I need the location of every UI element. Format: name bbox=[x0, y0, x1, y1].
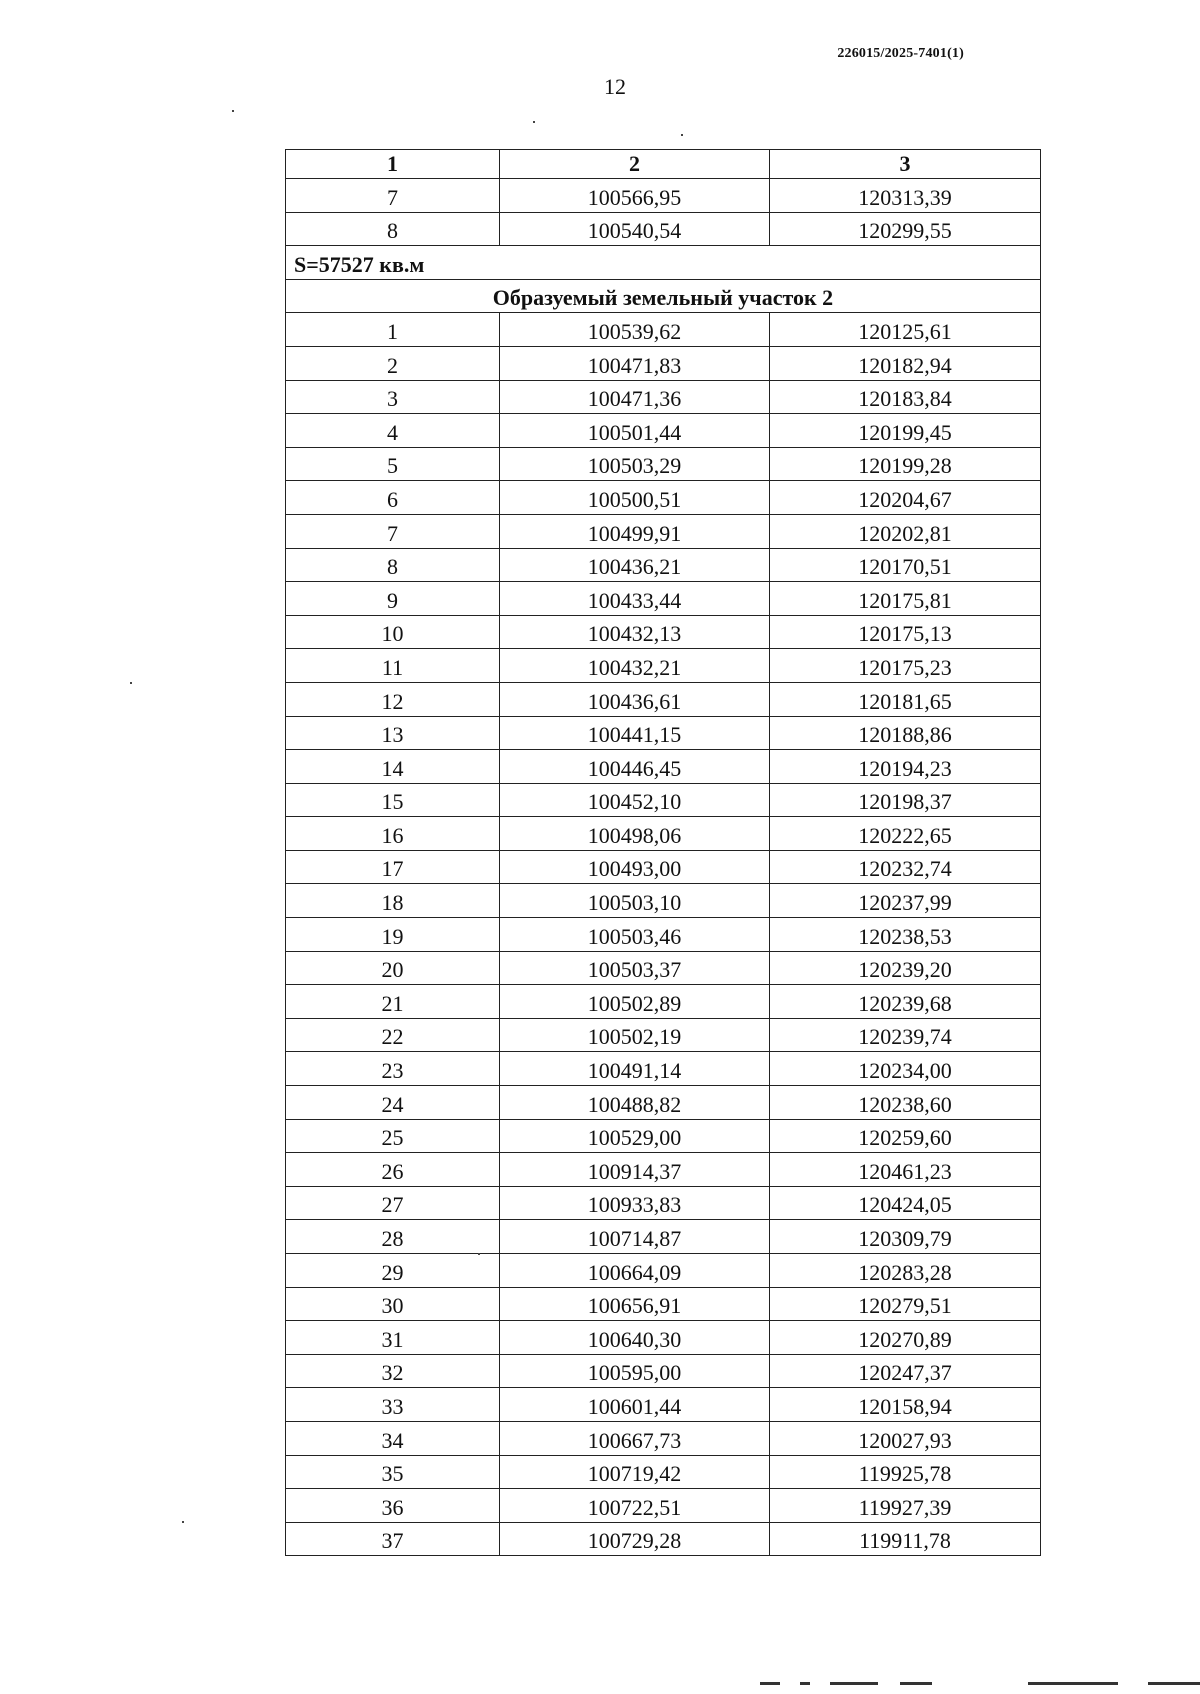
table-row bbox=[286, 1018, 1041, 1052]
x-coordinate-cell: 100722,51 bbox=[500, 1489, 770, 1523]
y-coordinate-cell: 120239,74 bbox=[770, 1018, 1041, 1052]
point-number-cell: 7 bbox=[286, 514, 500, 548]
table-body-part1 bbox=[286, 179, 1041, 246]
x-coordinate-cell: 100714,87 bbox=[500, 1220, 770, 1254]
point-number-cell: 20 bbox=[286, 951, 500, 985]
y-coordinate-cell: 120158,94 bbox=[770, 1388, 1041, 1422]
section-title: Образуемый земельный участок 2 bbox=[286, 279, 1041, 313]
y-coordinate-cell: 120199,45 bbox=[770, 414, 1041, 448]
y-coordinate-cell: 120313,39 bbox=[770, 179, 1041, 213]
y-coordinate-cell: 120188,86 bbox=[770, 716, 1041, 750]
x-coordinate-cell: 100500,51 bbox=[500, 481, 770, 515]
y-coordinate-cell: 120247,37 bbox=[770, 1354, 1041, 1388]
x-coordinate-cell: 100452,10 bbox=[500, 783, 770, 817]
table-row bbox=[286, 1287, 1041, 1321]
x-coordinate-cell: 100566,95 bbox=[500, 179, 770, 213]
table-row bbox=[286, 447, 1041, 481]
x-coordinate-cell: 100539,62 bbox=[500, 313, 770, 347]
table-row bbox=[286, 582, 1041, 616]
y-coordinate-cell: 119925,78 bbox=[770, 1455, 1041, 1489]
x-coordinate-cell: 100503,37 bbox=[500, 951, 770, 985]
table-row bbox=[286, 179, 1041, 213]
point-number-cell: 36 bbox=[286, 1489, 500, 1523]
area-note-row bbox=[286, 246, 1041, 280]
y-coordinate-cell: 120170,51 bbox=[770, 548, 1041, 582]
point-number-cell: 14 bbox=[286, 750, 500, 784]
x-coordinate-cell: 100502,89 bbox=[500, 985, 770, 1019]
point-number-cell: 23 bbox=[286, 1052, 500, 1086]
table-row bbox=[286, 380, 1041, 414]
x-coordinate-cell: 100502,19 bbox=[500, 1018, 770, 1052]
table-row bbox=[286, 313, 1041, 347]
table-row bbox=[286, 850, 1041, 884]
table-row bbox=[286, 1421, 1041, 1455]
table-row bbox=[286, 750, 1041, 784]
y-coordinate-cell: 119911,78 bbox=[770, 1522, 1041, 1556]
y-coordinate-cell: 120199,28 bbox=[770, 447, 1041, 481]
x-coordinate-cell: 100503,29 bbox=[500, 447, 770, 481]
x-coordinate-cell: 100503,10 bbox=[500, 884, 770, 918]
scan-speck bbox=[533, 121, 535, 123]
point-number-cell: 3 bbox=[286, 380, 500, 414]
point-number-cell: 29 bbox=[286, 1254, 500, 1288]
y-coordinate-cell: 120232,74 bbox=[770, 850, 1041, 884]
x-coordinate-cell: 100540,54 bbox=[500, 212, 770, 246]
point-number-cell: 33 bbox=[286, 1388, 500, 1422]
y-coordinate-cell: 120027,93 bbox=[770, 1421, 1041, 1455]
scan-edge-marks bbox=[760, 1682, 1200, 1690]
x-coordinate-cell: 100529,00 bbox=[500, 1119, 770, 1153]
table-row bbox=[286, 1455, 1041, 1489]
scan-speck bbox=[681, 134, 683, 136]
column-header-3: 3 bbox=[770, 150, 1041, 179]
x-coordinate-cell: 100436,21 bbox=[500, 548, 770, 582]
y-coordinate-cell: 120279,51 bbox=[770, 1287, 1041, 1321]
point-number-cell: 34 bbox=[286, 1421, 500, 1455]
table-row bbox=[286, 884, 1041, 918]
x-coordinate-cell: 100498,06 bbox=[500, 817, 770, 851]
x-coordinate-cell: 100493,00 bbox=[500, 850, 770, 884]
y-coordinate-cell: 120299,55 bbox=[770, 212, 1041, 246]
table-row bbox=[286, 548, 1041, 582]
y-coordinate-cell: 120237,99 bbox=[770, 884, 1041, 918]
x-coordinate-cell: 100719,42 bbox=[500, 1455, 770, 1489]
point-number-cell: 5 bbox=[286, 447, 500, 481]
y-coordinate-cell: 120222,65 bbox=[770, 817, 1041, 851]
y-coordinate-cell: 120175,81 bbox=[770, 582, 1041, 616]
x-coordinate-cell: 100433,44 bbox=[500, 582, 770, 616]
table-row bbox=[286, 1522, 1041, 1556]
table-row bbox=[286, 1186, 1041, 1220]
table-row bbox=[286, 1052, 1041, 1086]
point-number-cell: 9 bbox=[286, 582, 500, 616]
y-coordinate-cell: 120175,13 bbox=[770, 615, 1041, 649]
point-number-cell: 18 bbox=[286, 884, 500, 918]
x-coordinate-cell: 100664,09 bbox=[500, 1254, 770, 1288]
x-coordinate-cell: 100656,91 bbox=[500, 1287, 770, 1321]
y-coordinate-cell: 120202,81 bbox=[770, 514, 1041, 548]
point-number-cell: 11 bbox=[286, 649, 500, 683]
point-number-cell: 37 bbox=[286, 1522, 500, 1556]
table-notes bbox=[286, 246, 1041, 313]
y-coordinate-cell: 120198,37 bbox=[770, 783, 1041, 817]
point-number-cell: 19 bbox=[286, 918, 500, 952]
table-row bbox=[286, 1119, 1041, 1153]
x-coordinate-cell: 100491,14 bbox=[500, 1052, 770, 1086]
point-number-cell: 10 bbox=[286, 615, 500, 649]
point-number-cell: 31 bbox=[286, 1321, 500, 1355]
table-header-row bbox=[286, 150, 1041, 179]
y-coordinate-cell: 120183,84 bbox=[770, 380, 1041, 414]
point-number-cell: 26 bbox=[286, 1153, 500, 1187]
point-number-cell: 27 bbox=[286, 1186, 500, 1220]
y-coordinate-cell: 120238,60 bbox=[770, 1086, 1041, 1120]
table-row bbox=[286, 346, 1041, 380]
scan-speck bbox=[182, 1521, 184, 1523]
table-row bbox=[286, 414, 1041, 448]
y-coordinate-cell: 120204,67 bbox=[770, 481, 1041, 515]
x-coordinate-cell: 100471,83 bbox=[500, 346, 770, 380]
x-coordinate-cell: 100488,82 bbox=[500, 1086, 770, 1120]
y-coordinate-cell: 120309,79 bbox=[770, 1220, 1041, 1254]
column-header-2: 2 bbox=[500, 150, 770, 179]
x-coordinate-cell: 100729,28 bbox=[500, 1522, 770, 1556]
x-coordinate-cell: 100667,73 bbox=[500, 1421, 770, 1455]
table-row bbox=[286, 212, 1041, 246]
x-coordinate-cell: 100933,83 bbox=[500, 1186, 770, 1220]
table-row bbox=[286, 918, 1041, 952]
table-row bbox=[286, 514, 1041, 548]
y-coordinate-cell: 120238,53 bbox=[770, 918, 1041, 952]
point-number-cell: 8 bbox=[286, 212, 500, 246]
y-coordinate-cell: 120424,05 bbox=[770, 1186, 1041, 1220]
table-row bbox=[286, 783, 1041, 817]
table-row bbox=[286, 1321, 1041, 1355]
y-coordinate-cell: 120239,20 bbox=[770, 951, 1041, 985]
y-coordinate-cell: 120125,61 bbox=[770, 313, 1041, 347]
point-number-cell: 22 bbox=[286, 1018, 500, 1052]
y-coordinate-cell: 120182,94 bbox=[770, 346, 1041, 380]
point-number-cell: 13 bbox=[286, 716, 500, 750]
point-number-cell: 25 bbox=[286, 1119, 500, 1153]
x-coordinate-cell: 100503,46 bbox=[500, 918, 770, 952]
x-coordinate-cell: 100501,44 bbox=[500, 414, 770, 448]
page-number: 12 bbox=[604, 74, 626, 99]
x-coordinate-cell: 100595,00 bbox=[500, 1354, 770, 1388]
y-coordinate-cell: 120461,23 bbox=[770, 1153, 1041, 1187]
point-number-cell: 6 bbox=[286, 481, 500, 515]
document-id: 226015/2025-7401(1) bbox=[837, 46, 964, 61]
table-row bbox=[286, 649, 1041, 683]
x-coordinate-cell: 100432,21 bbox=[500, 649, 770, 683]
table-row bbox=[286, 1388, 1041, 1422]
table-row bbox=[286, 1220, 1041, 1254]
scan-speck bbox=[130, 682, 132, 684]
table-body-part2 bbox=[286, 313, 1041, 1556]
table-row bbox=[286, 481, 1041, 515]
point-number-cell: 28 bbox=[286, 1220, 500, 1254]
point-number-cell: 30 bbox=[286, 1287, 500, 1321]
x-coordinate-cell: 100441,15 bbox=[500, 716, 770, 750]
point-number-cell: 15 bbox=[286, 783, 500, 817]
y-coordinate-cell: 120181,65 bbox=[770, 682, 1041, 716]
point-number-cell: 17 bbox=[286, 850, 500, 884]
scan-speck bbox=[478, 1253, 480, 1255]
point-number-cell: 4 bbox=[286, 414, 500, 448]
table-row bbox=[286, 1354, 1041, 1388]
coordinates-table bbox=[285, 149, 1041, 1556]
table-row bbox=[286, 1086, 1041, 1120]
scan-speck bbox=[232, 110, 234, 112]
y-coordinate-cell: 120239,68 bbox=[770, 985, 1041, 1019]
point-number-cell: 1 bbox=[286, 313, 500, 347]
x-coordinate-cell: 100436,61 bbox=[500, 682, 770, 716]
table-row bbox=[286, 716, 1041, 750]
y-coordinate-cell: 120175,23 bbox=[770, 649, 1041, 683]
point-number-cell: 32 bbox=[286, 1354, 500, 1388]
point-number-cell: 21 bbox=[286, 985, 500, 1019]
column-header-1: 1 bbox=[286, 150, 500, 179]
x-coordinate-cell: 100914,37 bbox=[500, 1153, 770, 1187]
table-row bbox=[286, 682, 1041, 716]
x-coordinate-cell: 100471,36 bbox=[500, 380, 770, 414]
y-coordinate-cell: 120283,28 bbox=[770, 1254, 1041, 1288]
point-number-cell: 2 bbox=[286, 346, 500, 380]
point-number-cell: 16 bbox=[286, 817, 500, 851]
x-coordinate-cell: 100601,44 bbox=[500, 1388, 770, 1422]
point-number-cell: 7 bbox=[286, 179, 500, 213]
point-number-cell: 8 bbox=[286, 548, 500, 582]
coordinates-table-container bbox=[285, 149, 1040, 1556]
x-coordinate-cell: 100499,91 bbox=[500, 514, 770, 548]
table-row bbox=[286, 1153, 1041, 1187]
x-coordinate-cell: 100640,30 bbox=[500, 1321, 770, 1355]
point-number-cell: 12 bbox=[286, 682, 500, 716]
y-coordinate-cell: 120270,89 bbox=[770, 1321, 1041, 1355]
table-row bbox=[286, 951, 1041, 985]
area-note: S=57527 кв.м bbox=[286, 246, 1041, 280]
point-number-cell: 35 bbox=[286, 1455, 500, 1489]
point-number-cell: 24 bbox=[286, 1086, 500, 1120]
table-row bbox=[286, 615, 1041, 649]
x-coordinate-cell: 100432,13 bbox=[500, 615, 770, 649]
table-row bbox=[286, 1489, 1041, 1523]
table-row bbox=[286, 817, 1041, 851]
x-coordinate-cell: 100446,45 bbox=[500, 750, 770, 784]
y-coordinate-cell: 120194,23 bbox=[770, 750, 1041, 784]
table-row bbox=[286, 1254, 1041, 1288]
y-coordinate-cell: 120234,00 bbox=[770, 1052, 1041, 1086]
table-row bbox=[286, 985, 1041, 1019]
y-coordinate-cell: 119927,39 bbox=[770, 1489, 1041, 1523]
y-coordinate-cell: 120259,60 bbox=[770, 1119, 1041, 1153]
section-title-row bbox=[286, 279, 1041, 313]
